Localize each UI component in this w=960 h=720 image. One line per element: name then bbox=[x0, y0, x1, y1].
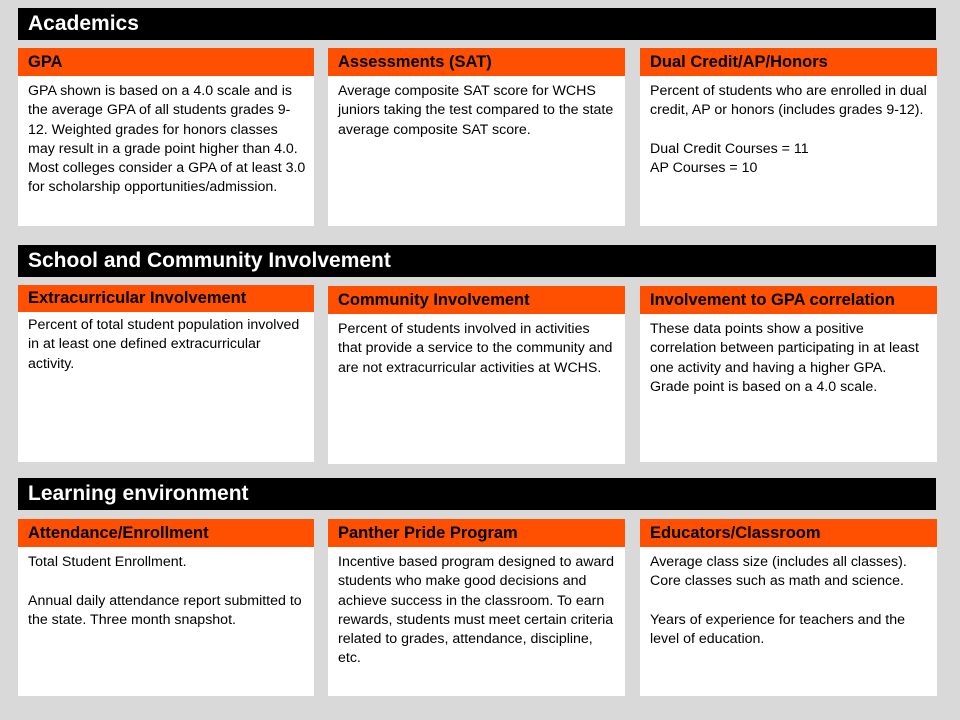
card-title: Involvement to GPA correlation bbox=[640, 286, 937, 314]
section-title-academics: Academics bbox=[18, 8, 936, 40]
card-assessments-sat bbox=[328, 48, 625, 226]
card-text: GPA shown is based on a 4.0 scale and is the average GPA of all students grades 9-12. Weighted grades for honors classes may result in a grade point higher than 4.0. Most colleges consider a GPA of at least 3.0 for scholarship opportunities/admission. bbox=[28, 83, 306, 196]
card-title: Extracurricular Involvement bbox=[18, 285, 314, 312]
section-title-learning: Learning environment bbox=[18, 478, 936, 510]
card-gpa-correlation bbox=[640, 286, 937, 462]
card-text: Average class size (includes all classes). Core classes such as math and science. Years of experience for teachers and the level of education. bbox=[650, 554, 907, 648]
card-extracurricular bbox=[18, 285, 314, 462]
card-gpa bbox=[18, 48, 314, 226]
card-text: These data points show a positive correlation between participating in at least one activity and having a higher GPA. Grade point is based on a 4.0 scale. bbox=[650, 321, 919, 395]
card-text: Percent of students involved in activities that provide a service to the community and are not extracurricular activities at WCHS. bbox=[338, 321, 613, 376]
card-title: Educators/Classroom bbox=[640, 519, 937, 547]
card-text: Percent of total student population involved in at least one defined extracurricular activity. bbox=[28, 317, 300, 372]
card-dual-credit bbox=[640, 48, 937, 226]
card-title: Assessments (SAT) bbox=[328, 48, 625, 76]
card-panther-pride bbox=[328, 519, 625, 696]
card-text: Total Student Enrollment. Annual daily attendance report submitted to the state. Three month snapshot. bbox=[28, 554, 302, 628]
card-text: Percent of students who are enrolled in dual credit, AP or honors (includes grades 9-12). Dual Credit Courses = 11 AP Courses = 10 bbox=[650, 83, 927, 177]
card-attendance bbox=[18, 519, 314, 696]
card-title: Community Involvement bbox=[328, 286, 625, 314]
section-title-involvement: School and Community Involvement bbox=[18, 245, 936, 277]
card-title: Dual Credit/AP/Honors bbox=[640, 48, 937, 76]
card-title: Panther Pride Program bbox=[328, 519, 625, 547]
card-text: Incentive based program designed to award students who make good decisions and achieve success in the classroom. To earn rewards, students must meet certain criteria related to grades, attendance, discipline, etc. bbox=[338, 554, 615, 667]
card-title: GPA bbox=[18, 48, 314, 76]
card-community bbox=[328, 286, 625, 464]
card-text: Average composite SAT score for WCHS juniors taking the test compared to the state average composite SAT score. bbox=[338, 83, 614, 138]
card-title: Attendance/Enrollment bbox=[18, 519, 314, 547]
card-educators bbox=[640, 519, 937, 696]
